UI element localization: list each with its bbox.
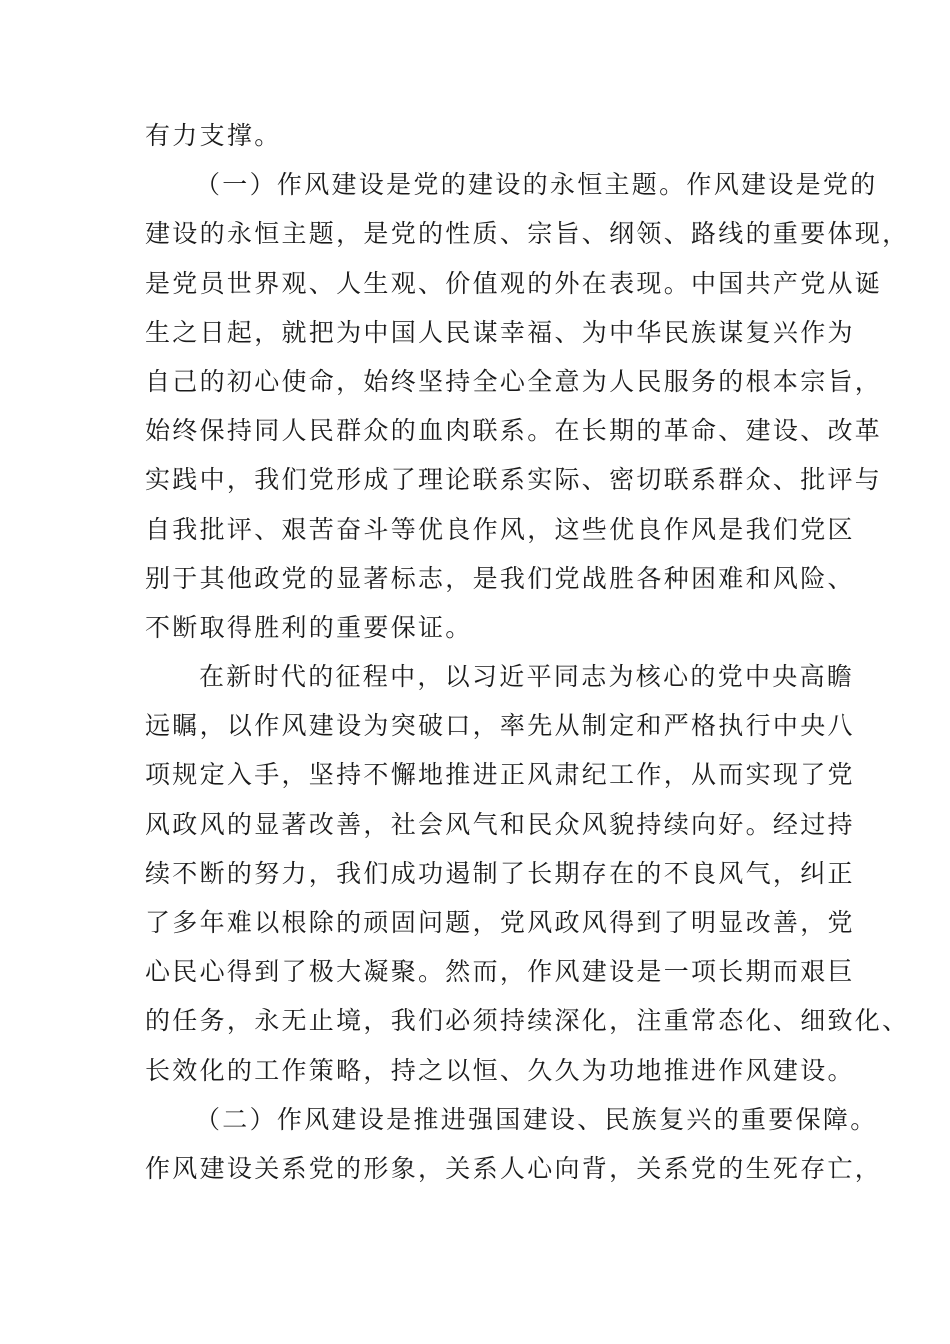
- text-line: 不断取得胜利的重要保证。: [145, 612, 473, 642]
- text-line: 是党员世界观、人生观、价值观的外在表现。中国共产党从诞: [145, 268, 883, 298]
- text-line: （二）作风建设是推进强国建设、民族复兴的重要保障。: [195, 1104, 878, 1134]
- text-line: 实践中，我们党形成了理论联系实际、密切联系群众、批评与: [145, 465, 883, 495]
- text-line: 远瞩，以作风建设为突破口，率先从制定和严格执行中央八: [145, 711, 855, 741]
- text-line: 始终保持同人民群众的血肉联系。在长期的革命、建设、改革: [145, 416, 883, 446]
- text-line: 长效化的工作策略，持之以恒、久久为功地推进作风建设。: [145, 1055, 855, 1085]
- text-line: （一）作风建设是党的建设的永恒主题。作风建设是党的: [195, 170, 878, 200]
- text-line: 自己的初心使命，始终坚持全心全意为人民服务的根本宗旨，: [145, 366, 883, 396]
- text-line: 了多年难以根除的顽固问题，党风政风得到了明显改善，党: [145, 908, 855, 937]
- text-line: 别于其他政党的显著标志，是我们党战胜各种困难和风险、: [145, 563, 855, 593]
- text-line: 有力支撑。: [145, 121, 282, 150]
- text-line: 风政风的显著改善，社会风气和民众风貌持续向好。经过持: [145, 809, 855, 839]
- text-line: 建设的永恒主题，是党的性质、宗旨、纲领、路线的重要体现，: [145, 219, 910, 249]
- text-line: 项规定入手，坚持不懈地推进正风肃纪工作，从而实现了党: [145, 760, 855, 790]
- text-line: 作风建设关系党的形象，关系人心向背，关系党的生死存亡，: [145, 1153, 883, 1183]
- body-text: [145, 111, 910, 1193]
- text-line: 自我批评、艰苦奋斗等优良作风，这些优良作风是我们党区: [145, 514, 855, 544]
- text-line: 的任务，永无止境，我们必须持续深化，注重常态化、细致化、: [145, 1006, 910, 1036]
- text-line: 续不断的努力，我们成功遏制了长期存在的不良风气，纠正: [145, 858, 855, 888]
- text-line: 生之日起，就把为中国人民谋幸福、为中华民族谋复兴作为: [145, 317, 855, 347]
- text-line: 心民心得到了极大凝聚。然而，作风建设是一项长期而艰巨: [145, 957, 855, 987]
- text-line: 在新时代的征程中，以习近平同志为核心的党中央高瞻: [199, 662, 855, 692]
